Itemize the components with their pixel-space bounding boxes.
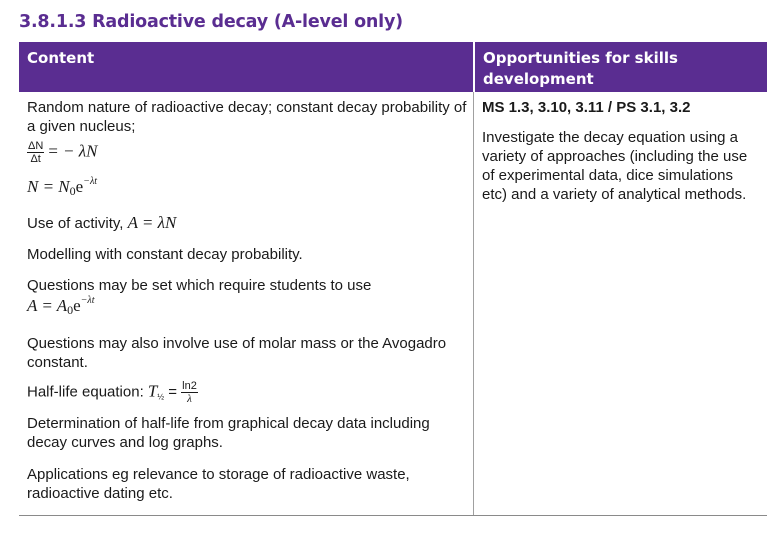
rate-denominator: Δt — [30, 153, 41, 165]
skills-codes: MS 1.3, 3.10, 3.11 / PS 3.1, 3.2 — [482, 99, 691, 116]
rate-numerator: ΔN — [28, 140, 44, 152]
activity-decay-base: e — [73, 296, 81, 315]
spec-table — [19, 42, 767, 516]
section-title: 3.8.1.3 Radioactive decay (A-level only) — [19, 12, 403, 32]
investigate-text: Investigate the decay equation using a variety of approaches (including the use of experimental data, dice simulations etc) and a variety of analytical methods. — [482, 129, 748, 203]
opportunities-header-label: Opportunities for skills development — [483, 49, 678, 88]
decay-base: e — [75, 177, 84, 196]
rate-equation — [27, 140, 467, 164]
content-column — [27, 98, 467, 503]
random-nature-text: Random nature of radioactive decay; constant decay probability of a given nucleus; — [27, 99, 467, 135]
molar-mass-text: Questions may also involve use of molar mass or the Avogadro constant. — [27, 335, 447, 371]
activity-text: Use of activity, — [27, 215, 128, 232]
modelling-text: Modelling with constant decay probability. — [27, 246, 303, 263]
activity-decay-lhs: A = A — [27, 296, 68, 315]
activity-decay-equation — [27, 296, 467, 316]
half-life-equals: = — [164, 383, 182, 401]
questions-set-text: Questions may be set which require students to use — [27, 277, 372, 294]
opportunities-column-header — [475, 42, 767, 92]
half-life-fraction — [181, 380, 198, 405]
content-column-header — [19, 42, 473, 92]
half-life-text: Half-life equation: — [27, 383, 148, 401]
half-life-numerator: ln2 — [182, 380, 197, 392]
activity-decay-subscript: 0 — [67, 303, 74, 317]
rate-rhs: = − λN — [47, 141, 98, 161]
decay-equation — [27, 177, 467, 197]
graphical-text: Determination of half-life from graphical decay data including decay curves and log graphs. — [27, 415, 430, 451]
table-bottom-border — [19, 515, 767, 516]
activity-line — [27, 213, 467, 233]
decay-lhs: N = N — [27, 177, 70, 196]
activity-equation: A = λN — [127, 213, 177, 232]
content-header-label: Content — [27, 49, 95, 67]
half-life-subscript: ½ — [157, 392, 165, 402]
decay-exponent: −λt — [83, 176, 98, 187]
half-life-denominator: λ — [187, 393, 192, 405]
applications-text: Applications eg relevance to storage of radioactive waste, radioactive dating etc. — [27, 466, 410, 502]
skills-column — [482, 98, 762, 204]
half-life-line — [27, 380, 467, 408]
column-divider — [473, 92, 474, 516]
half-life-symbol: T — [147, 381, 158, 401]
activity-decay-exponent: −λt — [80, 295, 95, 306]
rate-fraction — [27, 140, 44, 165]
decay-subscript: 0 — [69, 184, 76, 198]
